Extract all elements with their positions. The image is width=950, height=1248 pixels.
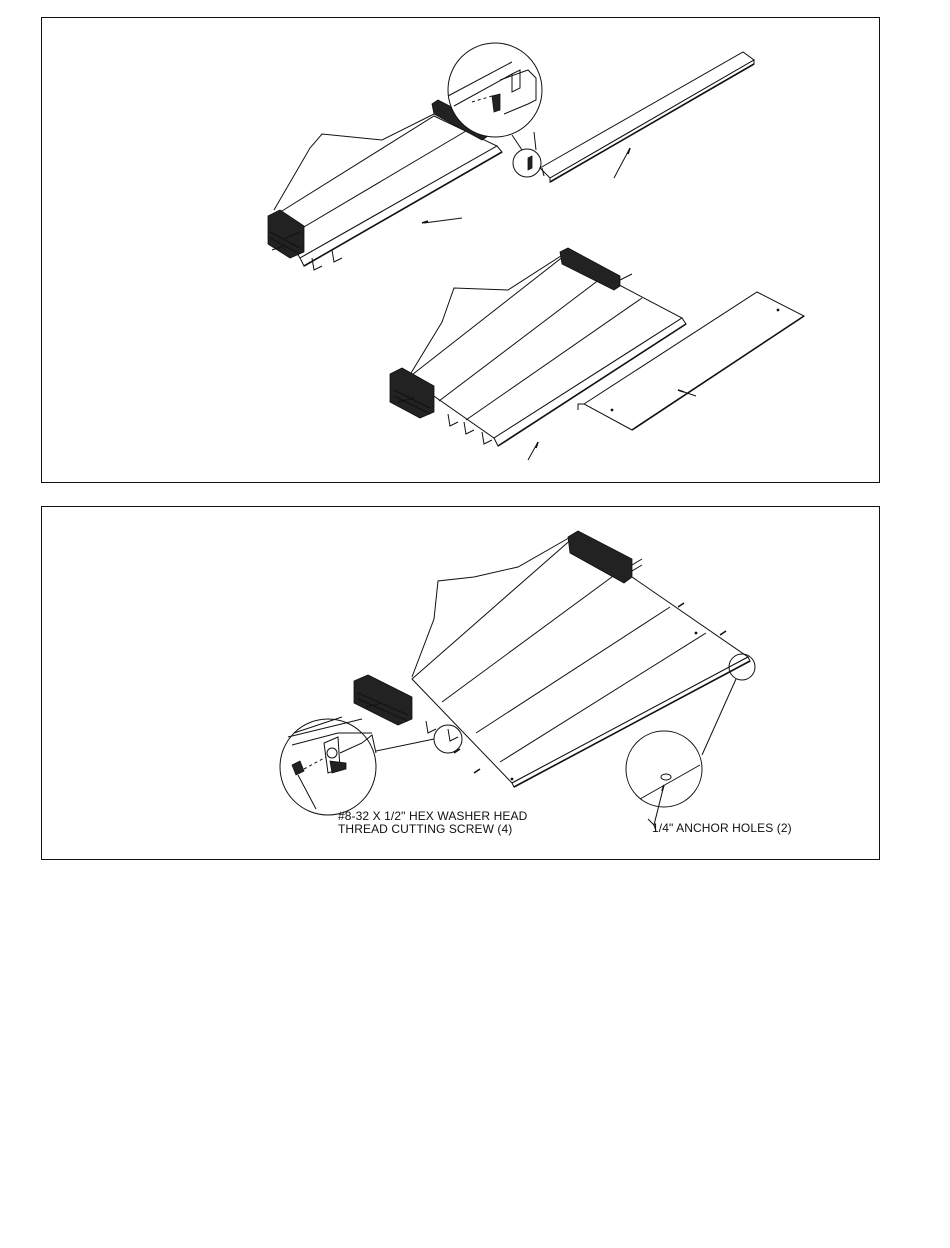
anchor-holes-callout-label: 1/4" ANCHOR HOLES (2) — [652, 821, 792, 835]
detail-magnifier — [626, 731, 702, 807]
leader-line — [614, 148, 630, 178]
screw-callout-line-2: THREAD CUTTING SCREW (4) — [338, 822, 513, 836]
screw — [720, 631, 726, 635]
ramp-surface — [274, 116, 497, 258]
detail-magnifier — [448, 43, 542, 137]
detail-circle-screw — [280, 717, 434, 815]
ramp-surface — [412, 537, 748, 783]
screw-callout-line-1: #8-32 X 1/2" HEX WASHER HEAD — [338, 809, 528, 823]
screw — [474, 769, 480, 773]
screw — [678, 603, 684, 607]
stacked-bracket — [354, 675, 412, 725]
top-figure-drawing — [42, 18, 881, 484]
lower-ramp-assembly — [390, 248, 804, 460]
bottom-figure-panel — [41, 506, 880, 860]
leader-line — [424, 218, 462, 223]
extension-surface — [540, 52, 754, 178]
extension-panel-upper — [540, 52, 754, 182]
detail-target-circle — [513, 149, 541, 177]
screw-callout-label — [338, 810, 527, 836]
bottom-figure-drawing — [42, 507, 881, 861]
top-figure-panel — [41, 17, 880, 483]
